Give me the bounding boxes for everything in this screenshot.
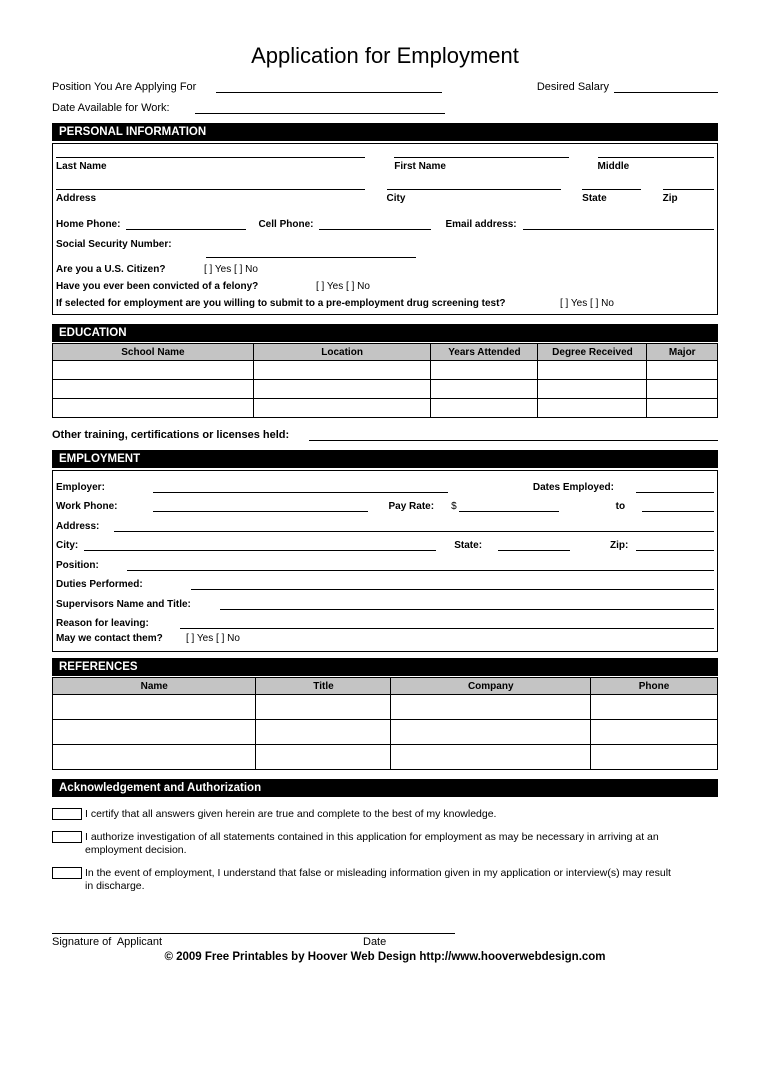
home-phone-label: Home Phone: [56,219,121,230]
position-input-line[interactable] [127,569,714,571]
employer-address-input-line[interactable] [114,530,714,532]
other-training-row [52,429,718,441]
employer-state-input-line[interactable] [498,549,570,551]
pay-rate-label: Pay Rate: [388,501,435,512]
desired-salary-label: Desired Salary [536,81,609,93]
education-cell[interactable] [647,380,718,399]
top-fields-row [52,81,718,93]
reason-leaving-input-line[interactable] [180,627,714,629]
education-cell[interactable] [538,399,647,418]
employer-city-row [56,532,714,552]
education-column-location: Location [253,344,431,361]
education-cell[interactable] [538,361,647,380]
date-available-input-line[interactable] [195,112,445,114]
education-column-years: Years Attended [431,344,538,361]
last-name-label: Last Name [56,161,107,172]
employer-input-line[interactable] [153,491,448,493]
drug-test-question-row [56,298,714,309]
section-header-references: REFERENCES [52,658,718,676]
duties-row [56,571,714,591]
references-cell[interactable] [53,745,256,770]
contact-yes-no-options[interactable]: [ ] Yes [ ] No [186,632,240,644]
discharge-statement-row [52,867,718,893]
position-applying-input-line[interactable] [216,91,442,93]
employer-address-label: Address: [56,520,100,532]
cell-phone-label: Cell Phone: [258,219,314,230]
references-cell[interactable] [256,720,391,745]
certify-statement-row [52,808,718,821]
last-name-field[interactable] [56,157,365,173]
work-phone-label: Work Phone: [56,501,118,512]
education-column-major: Major [647,344,718,361]
education-header-row [53,344,718,361]
section-header-education: EDUCATION [52,324,718,342]
phone-fields-row [56,219,714,230]
references-row [53,720,718,745]
supervisor-input-line[interactable] [220,608,714,610]
position-applying-label: Position You Are Applying For [52,81,197,93]
reason-leaving-label: Reason for leaving: [56,618,149,629]
education-row [53,399,718,418]
signature-labels-row [52,936,718,948]
references-header-row [53,678,718,695]
felony-question-row [56,281,714,292]
signature-label: Signature of Applicant [52,936,163,948]
dates-employed-label: Dates Employed: [532,481,614,493]
dates-employed-to-line[interactable] [642,510,714,512]
references-row [53,745,718,770]
state-field[interactable] [582,189,641,205]
education-cell[interactable] [253,380,431,399]
references-cell[interactable] [53,695,256,720]
email-label: Email address: [445,219,517,230]
other-training-label: Other training, certifications or licenses held: [52,429,290,441]
citizen-question-row [56,264,714,275]
references-cell[interactable] [391,695,591,720]
references-column-company: Company [391,678,591,695]
references-cell[interactable] [590,720,717,745]
references-table [52,677,718,770]
employer-row [56,473,714,493]
education-cell[interactable] [538,380,647,399]
education-row [53,361,718,380]
education-cell[interactable] [53,361,254,380]
name-fields-row [56,144,714,173]
education-cell[interactable] [431,399,538,418]
references-column-name: Name [53,678,256,695]
certify-checkbox[interactable] [52,808,82,820]
position-row [56,551,714,571]
authorize-statement-text: I authorize investigation of all statements contained in this application for employment as may be necessary in arriving at an employment decision. [85,831,659,856]
date-label: Date [363,936,387,948]
references-cell[interactable] [391,720,591,745]
signature-input-line[interactable] [52,933,455,934]
employment-box [52,470,718,652]
employer-city-input-line[interactable] [84,549,436,551]
ssn-input-line[interactable] [206,257,416,258]
section-header-acknowledgement: Acknowledgement and Authorization [52,779,718,797]
references-column-title: Title [256,678,391,695]
other-training-input-line[interactable] [309,439,718,441]
desired-salary-input-line[interactable] [614,91,718,93]
dates-employed-to-label: to [615,501,626,512]
contact-question-label: May we contact them? [56,632,163,644]
address-fields-row [56,173,714,205]
references-row [53,695,718,720]
footer-copyright: © 2009 Free Printables by Hoover Web Design http://www.hooverwebdesign.com [164,951,606,963]
page-title: Application for Employment [251,43,519,68]
education-column-degree: Degree Received [538,344,647,361]
discharge-checkbox[interactable] [52,867,82,879]
work-phone-row [56,493,714,513]
address-label: Address [56,193,97,204]
address-field[interactable] [56,189,365,205]
education-cell[interactable] [431,380,538,399]
education-cell[interactable] [431,361,538,380]
section-header-employment: EMPLOYMENT [52,450,718,468]
middle-name-field[interactable] [598,157,714,173]
duties-performed-input-line[interactable] [191,588,714,590]
references-cell[interactable] [590,695,717,720]
authorize-statement-row [52,831,718,857]
references-cell[interactable] [590,745,717,770]
reason-leaving-row [56,610,714,630]
city-label: City [386,193,406,204]
education-column-school: School Name [53,344,254,361]
education-cell[interactable] [647,361,718,380]
education-cell[interactable] [253,399,431,418]
education-table [52,343,718,418]
dates-employed-from-line[interactable] [636,491,714,493]
section-header-personal: PERSONAL INFORMATION [52,123,718,141]
employer-zip-label: Zip: [610,540,629,551]
references-cell[interactable] [391,745,591,770]
education-cell[interactable] [53,380,254,399]
education-row [53,380,718,399]
citizen-question-label: Are you a U.S. Citizen? [56,264,166,275]
first-name-field[interactable] [394,157,568,173]
employer-label: Employer: [56,481,105,493]
first-name-label: First Name [394,161,446,172]
application-form-page [0,44,770,963]
references-cell[interactable] [256,695,391,720]
contact-question-row [56,629,714,647]
zip-field[interactable] [663,189,714,205]
ssn-label: Social Security Number: [56,239,172,250]
felony-yes-no-options[interactable]: [ ] Yes [ ] No [316,281,370,292]
employer-zip-input-line[interactable] [636,549,714,551]
certify-statement-text: I certify that all answers given herein are true and complete to the best of my knowledge. [85,808,497,820]
city-field[interactable] [387,189,561,205]
references-cell[interactable] [53,720,256,745]
education-cell[interactable] [53,399,254,418]
date-available-row [52,102,718,114]
drug-test-question-label: If selected for employment are you willing to submit to a pre-employment drug screening test? [56,298,506,309]
work-phone-input-line[interactable] [153,510,368,512]
employer-state-label: State: [454,540,483,551]
references-column-phone: Phone [590,678,717,695]
date-available-label: Date Available for Work: [52,102,170,114]
supervisor-row [56,590,714,610]
personal-info-box [52,143,718,315]
felony-question-label: Have you ever been convicted of a felony? [56,281,259,292]
employer-address-row [56,512,714,532]
citizen-yes-no-options[interactable]: [ ] Yes [ ] No [204,264,258,275]
supervisor-label: Supervisors Name and Title: [56,598,191,610]
drug-test-yes-no-options[interactable]: [ ] Yes [ ] No [560,298,614,309]
references-cell[interactable] [256,745,391,770]
middle-name-label: Middle [597,161,630,172]
dollar-sign: $ [451,501,457,512]
home-phone-input-line[interactable] [126,228,246,230]
zip-label: Zip [662,193,678,204]
duties-performed-label: Duties Performed: [56,579,143,590]
email-input-line[interactable] [523,228,714,230]
authorize-checkbox[interactable] [52,831,82,843]
discharge-statement-text: In the event of employment, I understand that false or misleading information given in my application or interview(s) may result in discharge. [85,867,671,892]
education-cell[interactable] [647,399,718,418]
position-label: Position: [56,559,99,571]
cell-phone-input-line[interactable] [319,228,431,230]
education-cell[interactable] [253,361,431,380]
acknowledgement-statements [52,808,718,893]
pay-rate-input-line[interactable] [459,510,559,512]
employer-city-label: City: [56,540,79,551]
state-label: State [582,193,607,204]
